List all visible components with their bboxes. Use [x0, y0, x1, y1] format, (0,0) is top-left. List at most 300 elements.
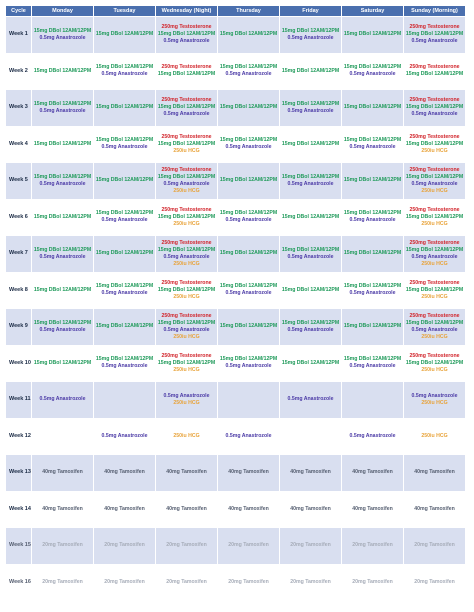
day-cell-monday	[32, 90, 94, 127]
day-cell-monday	[32, 272, 94, 309]
dose-entry: 40mg Tamoxifen	[104, 505, 145, 512]
week-label: Week 5	[6, 163, 32, 200]
dose-entry: 40mg Tamoxifen	[42, 505, 83, 512]
day-cell-sunday	[404, 382, 466, 419]
dose-entry: 0.5mg Anastrozole	[287, 253, 334, 260]
day-cell-saturday	[342, 236, 404, 273]
dose-entry: 0.5mg Anastrozole	[287, 180, 334, 187]
day-cell-friday	[280, 564, 342, 601]
header-saturday: Saturday	[342, 6, 404, 17]
dose-entry: 0.5mg Anastrozole	[287, 107, 334, 114]
dose-entry: 40mg Tamoxifen	[104, 469, 145, 476]
day-cell-friday	[280, 53, 342, 90]
dose-entry: 0.5mg Anastrozole	[101, 71, 148, 78]
dose-entry: 0.5mg Anastrozole	[225, 144, 272, 151]
dose-entry: 0.5mg Anastrozole	[287, 326, 334, 333]
week-label: Week 8	[6, 272, 32, 309]
dose-entry: 15mg DBol 12AM/12PM	[95, 323, 154, 330]
dose-entry: 40mg Tamoxifen	[414, 469, 455, 476]
dose-entry: 15mg DBol 12AM/12PM	[343, 104, 402, 111]
dose-entry: 250mg Testosterone	[161, 64, 212, 71]
day-cell-monday	[32, 345, 94, 382]
day-cell-tuesday	[94, 564, 156, 601]
dose-entry: 250mg Testosterone	[161, 352, 212, 359]
day-cell-friday	[280, 418, 342, 455]
day-cell-thursday	[218, 163, 280, 200]
dose-entry: 15mg DBol 12AM/12PM	[157, 104, 216, 111]
dose-entry: 250mg Testosterone	[409, 279, 460, 286]
dose-entry: 20mg Tamoxifen	[42, 578, 83, 585]
dose-entry: 0.5mg Anastrozole	[349, 217, 396, 224]
dose-entry: 250iu HCG	[421, 333, 448, 340]
dose-entry: 250iu HCG	[421, 399, 448, 406]
day-cell-tuesday	[94, 345, 156, 382]
dose-entry: 15mg DBol 12AM/12PM	[33, 173, 92, 180]
dose-entry: 0.5mg Anastrozole	[349, 71, 396, 78]
dose-entry: 15mg DBol 12AM/12PM	[343, 64, 402, 71]
dose-entry: 250iu HCG	[173, 399, 200, 406]
week-label: Week 12	[6, 418, 32, 455]
dose-entry: 15mg DBol 12AM/12PM	[219, 31, 278, 38]
day-cell-sunday	[404, 455, 466, 492]
day-cell-wednesday	[156, 528, 218, 565]
dose-entry: 40mg Tamoxifen	[352, 505, 393, 512]
dose-entry: 15mg DBol 12AM/12PM	[405, 104, 464, 111]
day-cell-thursday	[218, 309, 280, 346]
dose-entry: 15mg DBol 12AM/12PM	[95, 210, 154, 217]
dose-entry: 15mg DBol 12AM/12PM	[219, 64, 278, 71]
dose-entry: 0.5mg Anastrozole	[225, 432, 272, 439]
dose-entry: 250mg Testosterone	[409, 64, 460, 71]
dose-entry: 15mg DBol 12AM/12PM	[95, 177, 154, 184]
header-tuesday: Tuesday	[94, 6, 156, 17]
dose-entry: 0.5mg Anastrozole	[287, 396, 334, 403]
dose-entry: 40mg Tamoxifen	[352, 469, 393, 476]
week-label: Week 3	[6, 90, 32, 127]
dose-entry: 15mg DBol 12AM/12PM	[33, 246, 92, 253]
day-cell-sunday	[404, 90, 466, 127]
day-cell-wednesday	[156, 163, 218, 200]
dose-entry: 15mg DBol 12AM/12PM	[405, 213, 464, 220]
day-cell-tuesday	[94, 528, 156, 565]
dose-entry: 250mg Testosterone	[409, 206, 460, 213]
day-cell-wednesday	[156, 53, 218, 90]
day-cell-saturday	[342, 272, 404, 309]
day-cell-thursday	[218, 382, 280, 419]
dose-entry: 250iu HCG	[421, 147, 448, 154]
day-cell-monday	[32, 418, 94, 455]
day-cell-sunday	[404, 309, 466, 346]
dose-entry: 15mg DBol 12AM/12PM	[157, 286, 216, 293]
dose-entry: 15mg DBol 12AM/12PM	[343, 137, 402, 144]
dose-entry: 250iu HCG	[421, 220, 448, 227]
dose-entry: 20mg Tamoxifen	[352, 542, 393, 549]
day-cell-monday	[32, 53, 94, 90]
dose-entry: 0.5mg Anastrozole	[39, 107, 86, 114]
dose-entry: 0.5mg Anastrozole	[39, 180, 86, 187]
day-cell-wednesday	[156, 455, 218, 492]
dose-entry: 0.5mg Anastrozole	[349, 290, 396, 297]
week-row	[6, 528, 466, 565]
dose-entry: 0.5mg Anastrozole	[349, 432, 396, 439]
dose-entry: 15mg DBol 12AM/12PM	[343, 210, 402, 217]
day-cell-wednesday	[156, 345, 218, 382]
dose-entry: 0.5mg Anastrozole	[411, 392, 458, 399]
dose-entry: 15mg DBol 12AM/12PM	[219, 104, 278, 111]
dose-entry: 250iu HCG	[173, 432, 200, 439]
dose-entry: 0.5mg Anastrozole	[163, 38, 210, 45]
dose-entry: 250mg Testosterone	[161, 24, 212, 31]
dose-entry: 0.5mg Anastrozole	[101, 217, 148, 224]
day-cell-thursday	[218, 345, 280, 382]
header-row	[6, 6, 466, 17]
day-cell-sunday	[404, 53, 466, 90]
dose-entry: 250mg Testosterone	[161, 97, 212, 104]
dose-entry: 20mg Tamoxifen	[166, 542, 207, 549]
dose-entry: 0.5mg Anastrozole	[101, 290, 148, 297]
day-cell-tuesday	[94, 17, 156, 54]
day-cell-thursday	[218, 126, 280, 163]
header-monday: Monday	[32, 6, 94, 17]
week-label: Week 7	[6, 236, 32, 273]
day-cell-tuesday	[94, 199, 156, 236]
schedule-body	[6, 17, 466, 601]
dose-entry: 15mg DBol 12AM/12PM	[405, 246, 464, 253]
day-cell-saturday	[342, 53, 404, 90]
header-cycle: Cycle	[6, 6, 32, 17]
dose-entry: 40mg Tamoxifen	[166, 505, 207, 512]
dose-entry: 20mg Tamoxifen	[352, 578, 393, 585]
dose-entry: 250iu HCG	[173, 293, 200, 300]
day-cell-saturday	[342, 90, 404, 127]
dose-entry: 15mg DBol 12AM/12PM	[33, 27, 92, 34]
day-cell-friday	[280, 90, 342, 127]
day-cell-monday	[32, 564, 94, 601]
day-cell-tuesday	[94, 236, 156, 273]
dose-entry: 15mg DBol 12AM/12PM	[405, 71, 464, 78]
dose-entry: 250mg Testosterone	[161, 279, 212, 286]
dose-entry: 15mg DBol 12AM/12PM	[219, 283, 278, 290]
day-cell-tuesday	[94, 491, 156, 528]
dose-entry: 0.5mg Anastrozole	[101, 363, 148, 370]
dose-entry: 20mg Tamoxifen	[228, 542, 269, 549]
week-row	[6, 382, 466, 419]
dose-entry: 0.5mg Anastrozole	[225, 217, 272, 224]
day-cell-wednesday	[156, 491, 218, 528]
dose-entry: 15mg DBol 12AM/12PM	[95, 104, 154, 111]
day-cell-monday	[32, 455, 94, 492]
day-cell-monday	[32, 126, 94, 163]
dose-entry: 250iu HCG	[421, 366, 448, 373]
dose-entry: 250iu HCG	[173, 366, 200, 373]
day-cell-wednesday	[156, 199, 218, 236]
week-row	[6, 564, 466, 601]
day-cell-wednesday	[156, 418, 218, 455]
dose-entry: 250mg Testosterone	[409, 133, 460, 140]
dose-entry: 0.5mg Anastrozole	[163, 180, 210, 187]
day-cell-monday	[32, 528, 94, 565]
dose-entry: 15mg DBol 12AM/12PM	[95, 137, 154, 144]
dose-entry: 250iu HCG	[173, 333, 200, 340]
dose-entry: 15mg DBol 12AM/12PM	[95, 31, 154, 38]
dose-entry: 15mg DBol 12AM/12PM	[281, 67, 340, 74]
week-row	[6, 418, 466, 455]
dose-entry: 15mg DBol 12AM/12PM	[33, 140, 92, 147]
day-cell-thursday	[218, 236, 280, 273]
dose-entry: 250mg Testosterone	[409, 312, 460, 319]
dose-entry: 40mg Tamoxifen	[228, 469, 269, 476]
cycle-schedule-sheet	[5, 5, 465, 601]
dose-entry: 15mg DBol 12AM/12PM	[33, 67, 92, 74]
dose-entry: 15mg DBol 12AM/12PM	[219, 210, 278, 217]
dose-entry: 15mg DBol 12AM/12PM	[281, 140, 340, 147]
day-cell-wednesday	[156, 236, 218, 273]
day-cell-tuesday	[94, 309, 156, 346]
day-cell-saturday	[342, 345, 404, 382]
day-cell-tuesday	[94, 272, 156, 309]
dose-entry: 250mg Testosterone	[161, 206, 212, 213]
dose-entry: 15mg DBol 12AM/12PM	[219, 323, 278, 330]
week-label: Week 11	[6, 382, 32, 419]
week-row	[6, 199, 466, 236]
dose-entry: 0.5mg Anastrozole	[225, 363, 272, 370]
dose-entry: 15mg DBol 12AM/12PM	[33, 319, 92, 326]
day-cell-wednesday	[156, 272, 218, 309]
day-cell-monday	[32, 17, 94, 54]
day-cell-thursday	[218, 455, 280, 492]
dose-entry: 20mg Tamoxifen	[414, 578, 455, 585]
dose-entry: 20mg Tamoxifen	[414, 542, 455, 549]
day-cell-sunday	[404, 17, 466, 54]
dose-entry: 15mg DBol 12AM/12PM	[95, 283, 154, 290]
day-cell-friday	[280, 345, 342, 382]
dose-entry: 0.5mg Anastrozole	[163, 392, 210, 399]
day-cell-tuesday	[94, 90, 156, 127]
week-row	[6, 236, 466, 273]
dose-entry: 15mg DBol 12AM/12PM	[343, 177, 402, 184]
day-cell-sunday	[404, 564, 466, 601]
dose-entry: 15mg DBol 12AM/12PM	[281, 319, 340, 326]
day-cell-friday	[280, 236, 342, 273]
dose-entry: 15mg DBol 12AM/12PM	[157, 359, 216, 366]
day-cell-tuesday	[94, 455, 156, 492]
dose-entry: 0.5mg Anastrozole	[39, 253, 86, 260]
day-cell-friday	[280, 491, 342, 528]
header-friday: Friday	[280, 6, 342, 17]
dose-entry: 0.5mg Anastrozole	[101, 432, 148, 439]
dose-entry: 0.5mg Anastrozole	[101, 144, 148, 151]
day-cell-sunday	[404, 236, 466, 273]
dose-entry: 250iu HCG	[421, 432, 448, 439]
day-cell-thursday	[218, 53, 280, 90]
dose-entry: 15mg DBol 12AM/12PM	[157, 31, 216, 38]
day-cell-tuesday	[94, 418, 156, 455]
dose-entry: 250mg Testosterone	[161, 133, 212, 140]
dose-entry: 250mg Testosterone	[409, 166, 460, 173]
day-cell-thursday	[218, 528, 280, 565]
dose-entry: 0.5mg Anastrozole	[287, 34, 334, 41]
week-row	[6, 345, 466, 382]
day-cell-friday	[280, 272, 342, 309]
day-cell-thursday	[218, 90, 280, 127]
dose-entry: 250iu HCG	[173, 147, 200, 154]
week-row	[6, 491, 466, 528]
dose-entry: 20mg Tamoxifen	[290, 578, 331, 585]
day-cell-friday	[280, 199, 342, 236]
dose-entry: 15mg DBol 12AM/12PM	[343, 250, 402, 257]
week-label: Week 2	[6, 53, 32, 90]
dose-entry: 15mg DBol 12AM/12PM	[157, 71, 216, 78]
day-cell-sunday	[404, 199, 466, 236]
dose-entry: 250mg Testosterone	[409, 97, 460, 104]
day-cell-friday	[280, 455, 342, 492]
day-cell-tuesday	[94, 53, 156, 90]
week-label: Week 13	[6, 455, 32, 492]
dose-entry: 20mg Tamoxifen	[104, 578, 145, 585]
dose-entry: 40mg Tamoxifen	[414, 505, 455, 512]
day-cell-sunday	[404, 126, 466, 163]
dose-entry: 0.5mg Anastrozole	[163, 253, 210, 260]
day-cell-saturday	[342, 126, 404, 163]
dose-entry: 15mg DBol 12AM/12PM	[281, 246, 340, 253]
dose-entry: 250mg Testosterone	[409, 239, 460, 246]
dose-entry: 15mg DBol 12AM/12PM	[343, 323, 402, 330]
dose-entry: 15mg DBol 12AM/12PM	[219, 250, 278, 257]
day-cell-sunday	[404, 163, 466, 200]
week-label: Week 14	[6, 491, 32, 528]
day-cell-thursday	[218, 199, 280, 236]
dose-entry: 250mg Testosterone	[409, 24, 460, 31]
day-cell-sunday	[404, 272, 466, 309]
dose-entry: 0.5mg Anastrozole	[411, 111, 458, 118]
week-row	[6, 53, 466, 90]
dose-entry: 15mg DBol 12AM/12PM	[33, 359, 92, 366]
dose-entry: 40mg Tamoxifen	[228, 505, 269, 512]
day-cell-saturday	[342, 564, 404, 601]
header-thursday: Thursday	[218, 6, 280, 17]
dose-entry: 15mg DBol 12AM/12PM	[281, 213, 340, 220]
dose-entry: 15mg DBol 12AM/12PM	[157, 173, 216, 180]
dose-entry: 15mg DBol 12AM/12PM	[95, 250, 154, 257]
dose-entry: 0.5mg Anastrozole	[411, 253, 458, 260]
week-row	[6, 272, 466, 309]
day-cell-sunday	[404, 345, 466, 382]
day-cell-wednesday	[156, 309, 218, 346]
day-cell-friday	[280, 17, 342, 54]
day-cell-thursday	[218, 491, 280, 528]
dose-entry: 0.5mg Anastrozole	[225, 290, 272, 297]
day-cell-monday	[32, 309, 94, 346]
dose-entry: 40mg Tamoxifen	[42, 469, 83, 476]
dose-entry: 15mg DBol 12AM/12PM	[281, 173, 340, 180]
dose-entry: 15mg DBol 12AM/12PM	[33, 286, 92, 293]
day-cell-monday	[32, 163, 94, 200]
dose-entry: 20mg Tamoxifen	[104, 542, 145, 549]
week-label: Week 4	[6, 126, 32, 163]
day-cell-saturday	[342, 491, 404, 528]
day-cell-wednesday	[156, 17, 218, 54]
day-cell-monday	[32, 382, 94, 419]
week-row	[6, 17, 466, 54]
day-cell-friday	[280, 382, 342, 419]
dose-entry: 0.5mg Anastrozole	[163, 111, 210, 118]
dose-entry: 15mg DBol 12AM/12PM	[343, 356, 402, 363]
dose-entry: 15mg DBol 12AM/12PM	[281, 286, 340, 293]
dose-entry: 15mg DBol 12AM/12PM	[281, 100, 340, 107]
day-cell-saturday	[342, 17, 404, 54]
dose-entry: 15mg DBol 12AM/12PM	[95, 64, 154, 71]
week-row	[6, 455, 466, 492]
dose-entry: 20mg Tamoxifen	[166, 578, 207, 585]
dose-entry: 15mg DBol 12AM/12PM	[405, 173, 464, 180]
day-cell-sunday	[404, 528, 466, 565]
dose-entry: 0.5mg Anastrozole	[349, 363, 396, 370]
week-row	[6, 309, 466, 346]
day-cell-thursday	[218, 17, 280, 54]
day-cell-saturday	[342, 199, 404, 236]
dose-entry: 15mg DBol 12AM/12PM	[157, 140, 216, 147]
dose-entry: 250mg Testosterone	[161, 312, 212, 319]
dose-entry: 15mg DBol 12AM/12PM	[281, 359, 340, 366]
day-cell-friday	[280, 309, 342, 346]
dose-entry: 0.5mg Anastrozole	[39, 34, 86, 41]
week-label: Week 15	[6, 528, 32, 565]
week-label: Week 6	[6, 199, 32, 236]
dose-entry: 250mg Testosterone	[161, 239, 212, 246]
dose-entry: 40mg Tamoxifen	[166, 469, 207, 476]
day-cell-saturday	[342, 528, 404, 565]
day-cell-saturday	[342, 163, 404, 200]
dose-entry: 250iu HCG	[421, 293, 448, 300]
day-cell-friday	[280, 528, 342, 565]
dose-entry: 15mg DBol 12AM/12PM	[405, 286, 464, 293]
day-cell-sunday	[404, 491, 466, 528]
dose-entry: 15mg DBol 12AM/12PM	[281, 27, 340, 34]
day-cell-saturday	[342, 418, 404, 455]
dose-entry: 15mg DBol 12AM/12PM	[219, 177, 278, 184]
day-cell-saturday	[342, 382, 404, 419]
day-cell-tuesday	[94, 382, 156, 419]
dose-entry: 0.5mg Anastrozole	[411, 326, 458, 333]
dose-entry: 250mg Testosterone	[161, 166, 212, 173]
dose-entry: 0.5mg Anastrozole	[411, 38, 458, 45]
dose-entry: 15mg DBol 12AM/12PM	[157, 246, 216, 253]
dose-entry: 250iu HCG	[173, 260, 200, 267]
dose-entry: 15mg DBol 12AM/12PM	[219, 137, 278, 144]
day-cell-sunday	[404, 418, 466, 455]
day-cell-friday	[280, 163, 342, 200]
dose-entry: 0.5mg Anastrozole	[39, 396, 86, 403]
week-label: Week 9	[6, 309, 32, 346]
dose-entry: 40mg Tamoxifen	[290, 469, 331, 476]
dose-entry: 250iu HCG	[173, 187, 200, 194]
dose-entry: 15mg DBol 12AM/12PM	[157, 213, 216, 220]
dose-entry: 20mg Tamoxifen	[290, 542, 331, 549]
dose-entry: 15mg DBol 12AM/12PM	[343, 283, 402, 290]
dose-entry: 0.5mg Anastrozole	[225, 71, 272, 78]
cycle-schedule-table	[5, 5, 466, 601]
dose-entry: 15mg DBol 12AM/12PM	[33, 213, 92, 220]
dose-entry: 40mg Tamoxifen	[290, 505, 331, 512]
week-label: Week 16	[6, 564, 32, 601]
week-label: Week 10	[6, 345, 32, 382]
day-cell-wednesday	[156, 126, 218, 163]
day-cell-wednesday	[156, 564, 218, 601]
day-cell-saturday	[342, 309, 404, 346]
week-row	[6, 126, 466, 163]
dose-entry: 15mg DBol 12AM/12PM	[405, 319, 464, 326]
dose-entry: 15mg DBol 12AM/12PM	[157, 319, 216, 326]
